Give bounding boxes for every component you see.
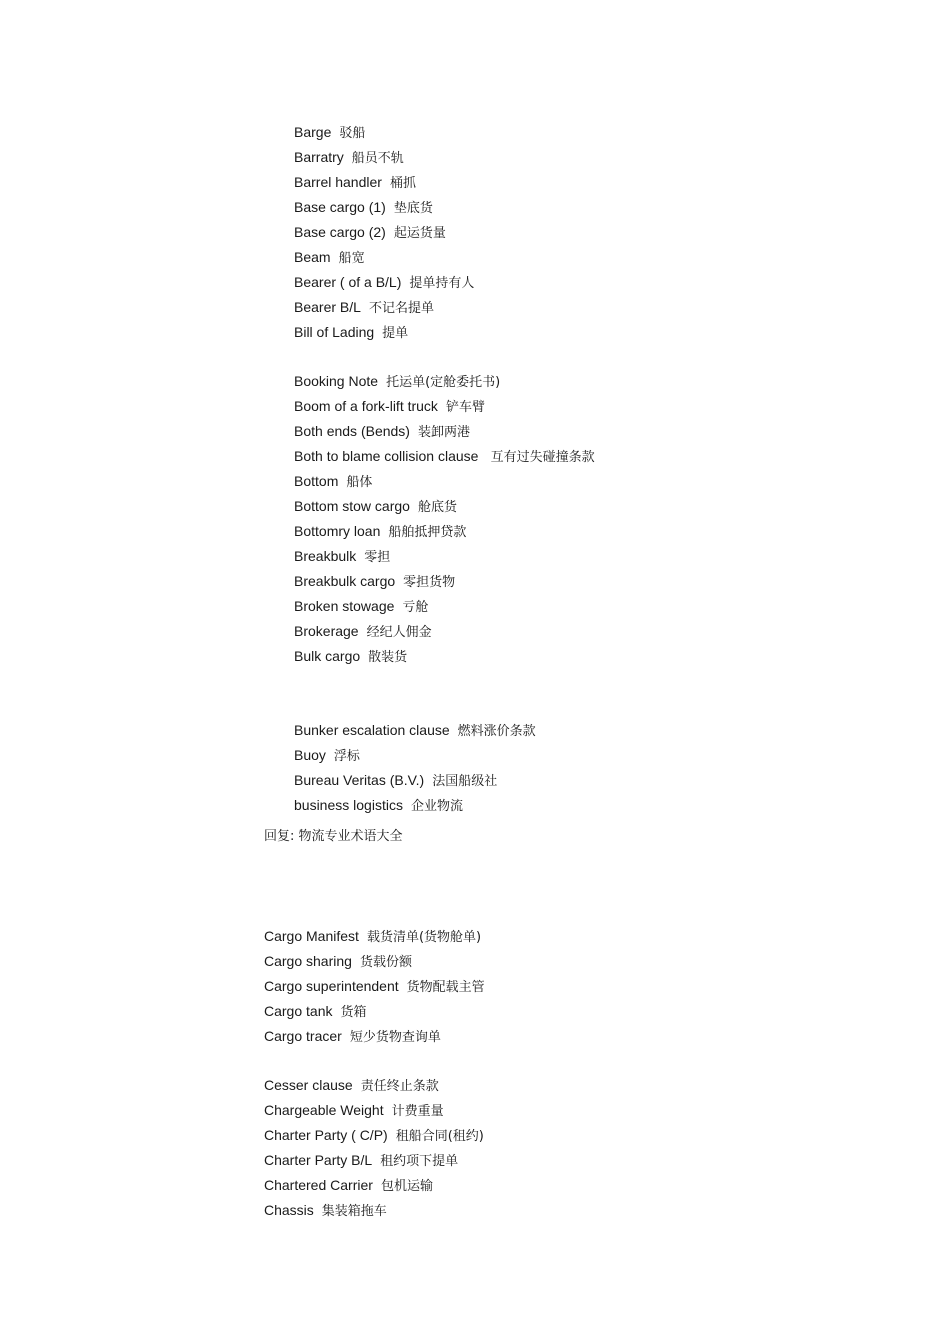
entry-term: Booking Note [294, 373, 379, 389]
entry-term: Bottom stow cargo [294, 498, 410, 514]
entry-gloss: 货箱 [340, 1005, 367, 1020]
glossary-entry [294, 145, 474, 170]
entry-term: Chartered Carrier [264, 1177, 373, 1193]
glossary-entry [264, 1098, 484, 1123]
glossary-entry [294, 220, 474, 245]
reply-heading: 回复: 物流专业术语大全 [264, 829, 403, 844]
glossary-group-booking [294, 369, 595, 669]
glossary-entry [294, 793, 536, 818]
glossary-entry [264, 1123, 484, 1148]
glossary-group-cesser [264, 1073, 484, 1223]
entry-term: Breakbulk [294, 548, 357, 564]
entry-gloss: 不记名提单 [368, 301, 434, 316]
entry-gloss: 散装货 [368, 650, 408, 665]
entry-gloss: 经纪人佣金 [366, 625, 432, 640]
entry-term: Bottomry loan [294, 523, 381, 539]
entry-term: business logistics [294, 797, 403, 813]
entry-gloss: 载货清单(货物舱单) [366, 930, 482, 945]
entry-term: Cargo superintendent [264, 978, 399, 994]
glossary-entry [294, 270, 474, 295]
entry-term: Buoy [294, 747, 326, 763]
glossary-entry [294, 718, 536, 743]
entry-gloss: 浮标 [333, 749, 360, 764]
entry-gloss: 驳船 [339, 126, 366, 141]
entry-term: Brokerage [294, 623, 359, 639]
entry-term: Cesser clause [264, 1077, 353, 1093]
glossary-group-cargo [264, 924, 485, 1049]
glossary-entry [294, 295, 474, 320]
entry-term: Bill of Lading [294, 324, 375, 340]
entry-gloss: 集装箱拖车 [321, 1204, 387, 1219]
entry-term: Bearer ( of a B/L) [294, 274, 402, 290]
glossary-entry [294, 644, 595, 669]
entry-gloss: 包机运输 [380, 1179, 433, 1194]
entry-gloss: 货物配载主管 [406, 980, 485, 995]
entry-term: Bureau Veritas (B.V.) [294, 772, 425, 788]
entry-term: Both to blame collision clause [294, 448, 479, 464]
entry-term: Chassis [264, 1202, 314, 1218]
entry-gloss: 铲车臂 [445, 400, 485, 415]
glossary-entry [294, 494, 595, 519]
entry-term: Barge [294, 124, 332, 140]
entry-term: Boom of a fork-lift truck [294, 398, 438, 414]
glossary-entry [294, 170, 474, 195]
entry-gloss: 租船合同(租约) [395, 1129, 484, 1144]
entry-gloss: 装卸两港 [417, 425, 470, 440]
entry-term: Barratry [294, 149, 344, 165]
entry-gloss: 企业物流 [410, 799, 463, 814]
glossary-entry [264, 1148, 484, 1173]
entry-gloss: 互有过失碰撞条款 [486, 450, 595, 465]
glossary-entry [264, 1198, 484, 1223]
glossary-entry [294, 320, 474, 345]
glossary-entry [294, 369, 595, 394]
entry-gloss: 燃料涨价条款 [457, 724, 536, 739]
entry-gloss: 提单 [382, 326, 409, 341]
glossary-group-barge [294, 120, 474, 345]
glossary-entry [294, 394, 595, 419]
entry-term: Cargo tank [264, 1003, 333, 1019]
entry-gloss: 法国船级社 [432, 774, 498, 789]
entry-term: Broken stowage [294, 598, 395, 614]
entry-gloss: 亏舱 [402, 600, 429, 615]
entry-term: Bearer B/L [294, 299, 361, 315]
entry-term: Both ends (Bends) [294, 423, 410, 439]
entry-gloss: 责任终止条款 [360, 1079, 439, 1094]
entry-term: Cargo tracer [264, 1028, 342, 1044]
entry-term: Cargo Manifest [264, 928, 359, 944]
entry-term: Charter Party ( C/P) [264, 1127, 388, 1143]
glossary-entry [294, 444, 595, 469]
glossary-entry [294, 519, 595, 544]
entry-gloss: 起运货量 [393, 226, 446, 241]
entry-gloss: 提单持有人 [409, 276, 475, 291]
entry-gloss: 船体 [346, 475, 373, 490]
glossary-entry [294, 120, 474, 145]
glossary-entry [264, 974, 485, 999]
glossary-entry [294, 195, 474, 220]
entry-gloss: 舱底货 [417, 500, 457, 515]
entry-term: Chargeable Weight [264, 1102, 384, 1118]
glossary-entry [264, 1024, 485, 1049]
entry-gloss: 租约项下提单 [380, 1154, 459, 1169]
glossary-entry [264, 924, 485, 949]
glossary-entry [264, 949, 485, 974]
entry-gloss: 零担货物 [403, 575, 456, 590]
entry-term: Base cargo (1) [294, 199, 386, 215]
entry-gloss: 零担 [364, 550, 391, 565]
entry-term: Charter Party B/L [264, 1152, 373, 1168]
glossary-entry [294, 594, 595, 619]
glossary-entry [264, 1073, 484, 1098]
entry-gloss: 短少货物查询单 [349, 1030, 441, 1045]
glossary-entry [264, 1173, 484, 1198]
entry-term: Breakbulk cargo [294, 573, 396, 589]
entry-term: Base cargo (2) [294, 224, 386, 240]
entry-term: Bottom [294, 473, 339, 489]
entry-gloss: 货载份额 [359, 955, 412, 970]
entry-gloss: 垫底货 [393, 201, 433, 216]
glossary-entry [294, 419, 595, 444]
glossary-entry [294, 619, 595, 644]
glossary-entry [294, 544, 595, 569]
entry-term: Bunker escalation clause [294, 722, 450, 738]
entry-term: Cargo sharing [264, 953, 352, 969]
entry-gloss: 托运单(定舱委托书) [386, 375, 501, 390]
glossary-entry [264, 999, 485, 1024]
entry-term: Beam [294, 249, 331, 265]
glossary-entry [294, 469, 595, 494]
entry-gloss: 计费重量 [391, 1104, 444, 1119]
entry-term: Bulk cargo [294, 648, 361, 664]
entry-gloss: 船舶抵押贷款 [388, 525, 467, 540]
glossary-entry [294, 743, 536, 768]
entry-term: Barrel handler [294, 174, 382, 190]
glossary-entry [294, 245, 474, 270]
entry-gloss: 船宽 [338, 251, 365, 266]
glossary-entry [294, 768, 536, 793]
entry-gloss: 船员不轨 [351, 151, 404, 166]
glossary-group-bunker [294, 718, 536, 818]
entry-gloss: 桶抓 [389, 176, 416, 191]
glossary-entry [294, 569, 595, 594]
